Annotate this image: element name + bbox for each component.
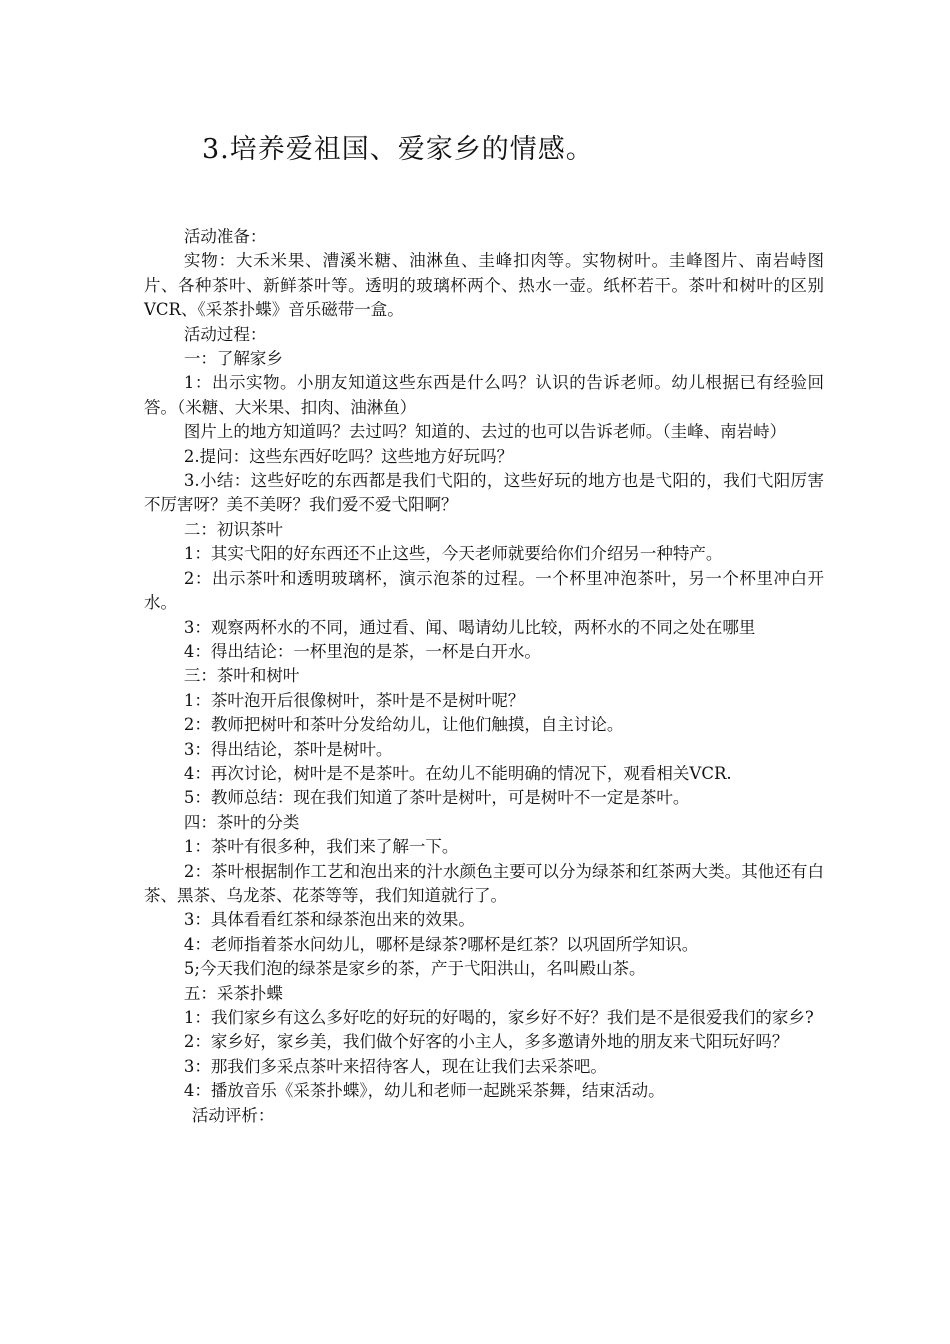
paragraph-part5-step3: 3：那我们多采点茶叶来招待客人，现在让我们去采茶吧。 [183,1056,607,1076]
paragraph-part4-step4: 4：老师指着茶水问幼儿，哪杯是绿茶?哪杯是红茶？以巩固所学知识。 [183,934,699,954]
paragraph-part3-step5: 5：教师总结：现在我们知道了茶叶是树叶，可是树叶不一定是茶叶。 [183,788,690,808]
paragraph-part5-step4: 4：播放音乐《采茶扑蝶》，幼儿和老师一起跳采茶舞，结束活动。 [183,1081,665,1101]
paragraph-part2-title: 二：初识茶叶 [183,519,283,539]
paragraph-part2-step2: 2：出示茶叶和透明玻璃杯，演示泡茶的过程。一个杯里冲泡茶叶，另一个杯里冲白开水。 [144,568,824,613]
paragraph-part2-step3: 3：观察两杯水的不同，通过看、闻、喝请幼儿比较，两杯水的不同之处在哪里 [183,617,756,637]
paragraph-analysis-title: 活动评析： [191,1105,275,1125]
paragraph-part4-step2: 2：茶叶根据制作工艺和泡出来的汁水颜色主要可以分为绿茶和红茶两大类。其他还有白茶、黑茶、乌龙茶、花茶等等，我们知道就行了。 [144,861,824,905]
paragraph-prep-title: 活动准备： [183,227,267,246]
document-body [144,225,824,1128]
paragraph-part3-title: 三：茶叶和树叶 [183,666,300,686]
paragraph-part4-step5: 5;今天我们泡的绿茶是家乡的茶，产于弋阳洪山，名叫殿山茶。 [183,959,646,979]
paragraph-part1-step2: 2.提问：这些东西好吃吗？这些地方好玩吗？ [183,446,514,466]
paragraph-part5-step1: 1：我们家乡有这么多好吃的好玩的好喝的，家乡好不好？我们是不是很爱我们的家乡? [183,1008,814,1027]
paragraph-part3-step3: 3：得出结论，茶叶是树叶。 [183,739,393,759]
paragraph-part1-step3: 3.小结：这些好吃的东西都是我们弋阳的，这些好玩的地方也是弋阳的，我们弋阳厉害不厉害呀？美不美呀？我们爱不爱弋阳啊？ [144,471,824,515]
paragraph-part1-step1: 1：出示实物。小朋友知道这些东西是什么吗？认识的告诉老师。幼儿根据已有经验回答。（米糖、大米果、扣肉、油淋鱼） [144,373,824,417]
paragraph-part4-step3: 3：具体看看红茶和绿茶泡出来的效果。 [183,910,475,930]
paragraph-part4-step1: 1：茶叶有很多种，我们来了解一下。 [183,837,459,857]
paragraph-part3-step1: 1：茶叶泡开后很像树叶，茶叶是不是树叶呢？ [183,690,525,710]
paragraph-materials: 实物：大禾米果、漕溪米糖、油淋鱼、圭峰扣肉等。实物树叶。圭峰图片、南岩峙图片、各种茶叶、新鲜茶叶等。透明的玻璃杯两个、热水一壶。纸杯若干。茶叶和树叶的区别VCR、《采茶扑蝶》音乐磁带一盒。 [144,251,824,320]
paragraph-part4-title: 四：茶叶的分类 [183,812,300,832]
paragraph-part3-step2: 2：教师把树叶和茶叶分发给幼儿，让他们触摸，自主讨论。 [183,715,624,735]
paragraph-part5-title: 五：采茶扑蝶 [183,983,283,1003]
section-heading: 3.培养爱祖国、爱家乡的情感。 [202,134,594,165]
paragraph-part2-step1: 1：其实弋阳的好东西还不止这些，今天老师就要给你们介绍另一种特产。 [183,544,723,564]
paragraph-part5-step2: 2：家乡好，家乡美，我们做个好客的小主人，多多邀请外地的朋友来弋阳玩好吗？ [183,1032,789,1052]
paragraph-part2-step4: 4：得出结论：一杯里泡的是茶，一杯是白开水。 [183,641,541,661]
paragraph-part3-step4: 4：再次讨论，树叶是不是茶叶。在幼儿不能明确的情况下，观看相关VCR. [183,763,732,783]
paragraph-part1-pictures: 图片上的地方知道吗？去过吗？知道的、去过的也可以告诉老师。（圭峰、南岩峙） [183,422,787,442]
paragraph-part1-title: 一：了解家乡 [183,349,283,369]
paragraph-process-title: 活动过程： [183,324,267,344]
